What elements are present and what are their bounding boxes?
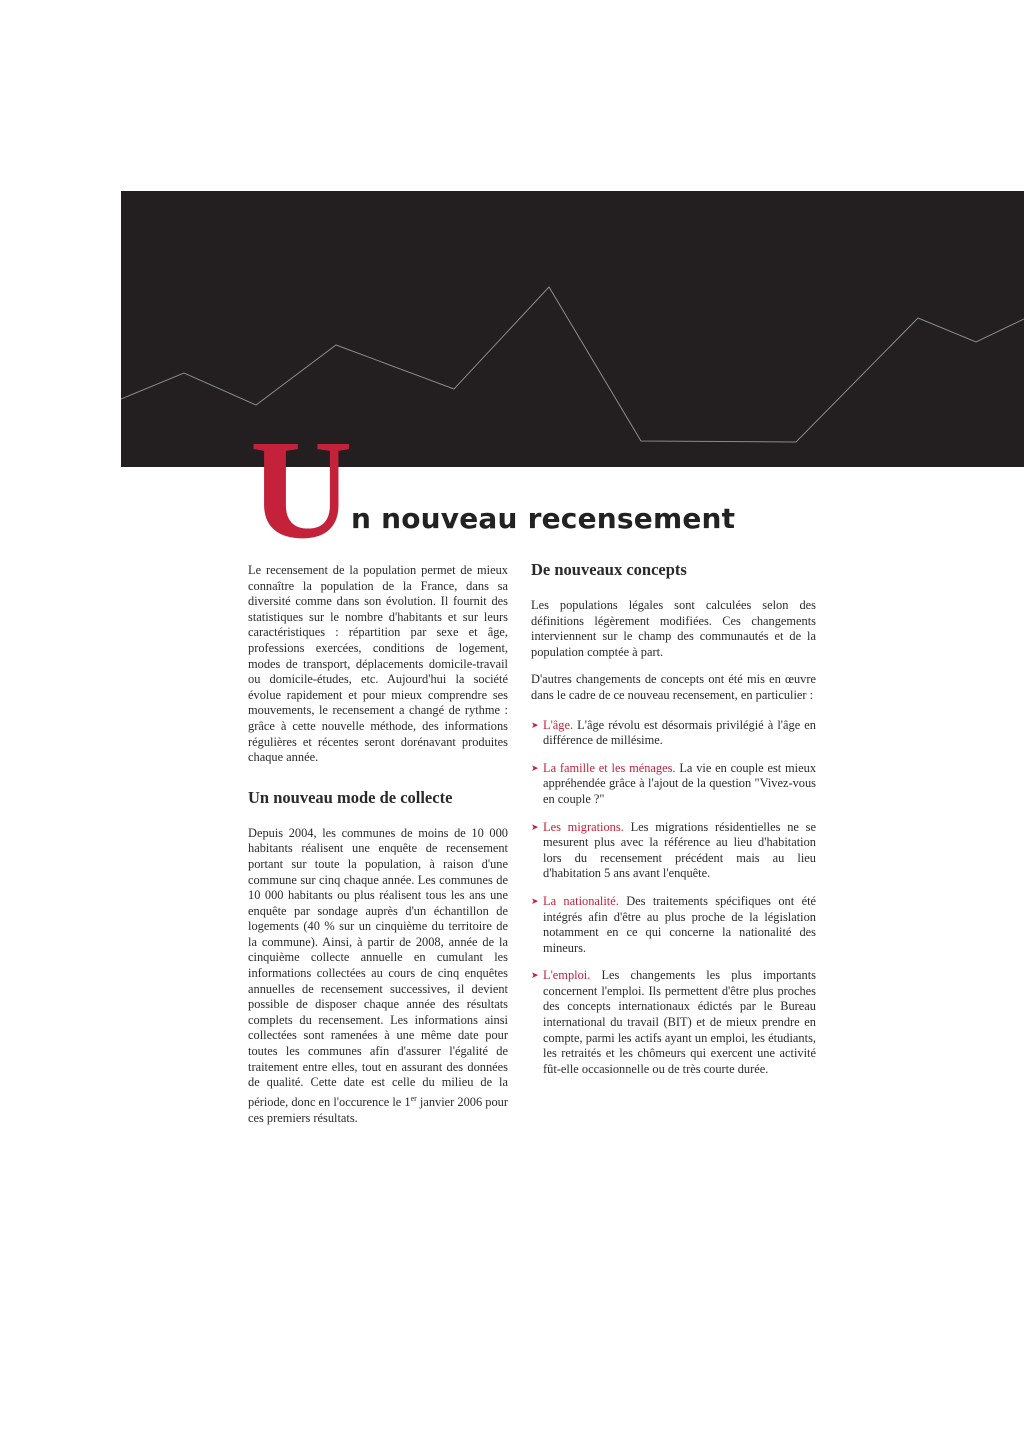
list-item-age [531, 718, 816, 749]
term-migrations: Les migrations. [543, 819, 624, 834]
text-age: L'âge révolu est désormais privilégié à l'âge en différence de millésime. [543, 717, 816, 748]
term-famille: La famille et les ménages. [543, 760, 676, 775]
collecte-text-part2: janvier 2006 pour ces premiers résultats. [248, 1094, 509, 1125]
collecte-text-part1: Depuis 2004, les communes de moins de 10 000 habitants réalisent une enquête de recensement portant sur toute la population, à raison d'une commune sur cinq chaque année. Les communes de 10 000 habitants ou plus réalisent tous les ans une enquête par sondage auprès d'un échantillon de logements (40 % sur un cinquième du territoire de la commune). Ainsi, à partir de 2008, année de la cinquième collecte annuelle en cumulant les informations collectées au cours de cinq enquêtes annuelles de recensement successives, il devient possible de disposer chaque année des résultats complets du recensement. Les informations ainsi collectées sont ramenées à une même date pour toutes les communes afin d'assurer l'égalité de traitement entre elles, tout en assurant des données de qualité. Cette date est celle du milieu de la période, donc en l'occurence le 1 [248, 825, 508, 1109]
text-nationalite: Des traitements spécifiques ont été intégrés afin d'être au plus proche de la législation notamment en ce qui concerne la nationalité des mineurs. [543, 893, 817, 955]
arrow-bullet-icon: ➤ [531, 719, 539, 730]
left-column [248, 563, 508, 1126]
intro-paragraph: Le recensement de la population permet de mieux connaître la population de la France, dans sa diversité comme dans son évolution. Il fournit des statistiques sur le nombre d'habitants et sur leurs caractéristiques : répartition par sexe et âge, professions exercées, conditions de logement, modes de transport, déplacements domicile-travail ou domicile-études, etc. Aujourd'hui la société évolue rapidement et pour mieux comprendre ses mouvements, le recensement a changé de rythme : grâce à cette nouvelle méthode, des informations régulières et récentes seront dorénavant produites chaque année. [248, 563, 508, 765]
list-item-emploi [531, 968, 816, 1077]
list-item-migrations [531, 820, 816, 882]
list-item-nationalite [531, 894, 816, 956]
section-heading-collecte: Un nouveau mode de collecte [248, 787, 453, 807]
arrow-bullet-icon: ➤ [531, 895, 539, 906]
term-nationalite: La nationalité. [543, 893, 619, 908]
right-column [531, 560, 816, 1089]
concepts-paragraph-2: D'autres changements de concepts ont été mis en œuvre dans le cadre de ce nouveau recensement, en particulier : [531, 672, 816, 702]
text-emploi: Les changements les plus importants concernent l'emploi. Ils permettent d'être plus proches des concepts internationaux édictés par le Bureau international du travail (BIT) et de mieux prendre en compte, parmi les actifs ayant un emploi, les étudiants, les retraités et les chômeurs qui exercent une activité fût-elle occasionnelle ou de très courte durée. [543, 968, 816, 1076]
title-dropcap: U [250, 410, 353, 568]
collecte-paragraph [248, 826, 508, 1126]
arrow-bullet-icon: ➤ [531, 762, 539, 773]
term-age: L'âge. [543, 717, 574, 732]
list-item-famille [531, 761, 816, 808]
text-famille: La vie en couple est mieux appréhendée grâce à l'ajout de la question "Vivez-vous en couple ?" [543, 760, 817, 806]
title-text: n nouveau recensement [351, 502, 736, 535]
arrow-bullet-icon: ➤ [531, 821, 539, 832]
arrow-bullet-icon: ➤ [531, 970, 539, 981]
term-emploi: L'emploi. [543, 968, 591, 983]
ordinal-superscript: er [410, 1093, 417, 1103]
concepts-paragraph-1: Les populations légales sont calculées selon des définitions légèrement modifiées. Ces changements interviennent sur le champ des communautés et de la population comptée à part. [531, 598, 816, 659]
concepts-list [531, 718, 816, 1078]
section-heading-concepts: De nouveaux concepts [531, 560, 687, 579]
text-migrations: Les migrations résidentielles ne se mesurent plus avec la référence au lieu d'habitation lors du recensement précédent mais au lieu d'habitation 5 ans avant l'enquête. [543, 819, 816, 881]
